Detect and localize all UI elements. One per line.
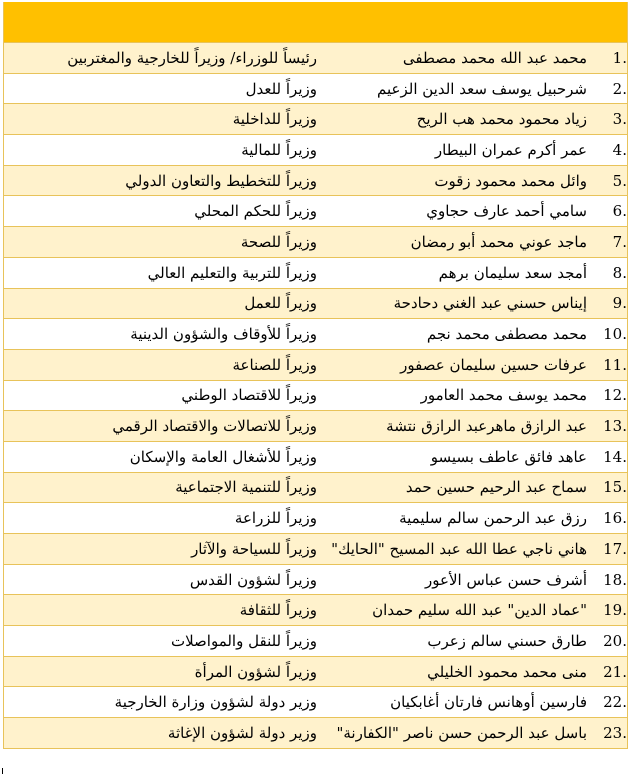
minister-name: شرحبيل يوسف سعد الدين الزعيم <box>377 79 587 98</box>
row-number: .3 <box>612 110 627 129</box>
row-number: .7 <box>612 232 627 251</box>
minister-name: ماجد عوني محمد أبو رمضان <box>410 232 587 251</box>
minister-portfolio: وزيراً للتنمية الاجتماعية <box>175 478 317 497</box>
table-row <box>4 350 627 381</box>
minister-portfolio: وزيراً للأوقاف والشؤون الدينية <box>130 325 317 344</box>
minister-name: إيناس حسني عبد الغني دحادحة <box>393 294 587 313</box>
minister-portfolio: وزيراً للثقافة <box>239 601 317 620</box>
row-number: .23 <box>603 723 627 742</box>
minister-name: فارسين أوهانس فارتان أغابكيان <box>390 693 587 712</box>
row-number: .5 <box>612 171 627 190</box>
minister-name: "عماد الدين" عبد الله سليم حمدان <box>372 601 587 620</box>
minister-name: باسل عبد الرحمن حسن ناصر "الكفارنة" <box>336 723 587 742</box>
row-number: .2 <box>612 79 627 98</box>
row-number: .8 <box>612 263 627 282</box>
minister-portfolio: وزيراً للعمل <box>244 294 317 313</box>
minister-portfolio: وزيراً للسياحة والآثار <box>191 539 317 558</box>
row-number: .10 <box>603 325 627 344</box>
minister-name: أمجد سعد سليمان برهم <box>438 263 587 282</box>
minister-portfolio: وزيراً للمالية <box>241 140 317 159</box>
row-number: .15 <box>603 478 627 497</box>
row-number: .18 <box>603 570 627 589</box>
minister-portfolio: وزيراً للتخطيط والتعاون الدولي <box>125 171 317 190</box>
cursor-mark <box>2 768 3 774</box>
table-row <box>4 74 627 105</box>
table-row <box>4 319 627 350</box>
row-number: .20 <box>603 631 627 650</box>
minister-name: سامي أحمد عارف حجاوي <box>426 202 587 221</box>
row-number: .11 <box>603 355 627 374</box>
table-row <box>4 166 627 197</box>
table-row <box>4 595 627 626</box>
minister-name: محمد مصطفى محمد نجم <box>426 325 587 344</box>
minister-name: عبد الرازق ماهرعبد الرازق نتشة <box>386 417 587 436</box>
minister-portfolio: وزيراً للداخلية <box>232 110 317 129</box>
ministers-table <box>3 2 628 749</box>
table-row <box>4 473 627 504</box>
row-number: .17 <box>603 539 627 558</box>
row-number: .16 <box>603 509 627 528</box>
minister-portfolio: وزيراً للصحة <box>240 232 317 251</box>
minister-name: عاهد فائق عاطف بسيسو <box>430 447 587 466</box>
minister-name: عرفات حسين سليمان عصفور <box>400 355 587 374</box>
minister-portfolio: وزيراً للعدل <box>245 79 317 98</box>
row-number: .9 <box>612 294 627 313</box>
minister-portfolio: وزيراً للنقل والمواصلات <box>170 631 317 650</box>
minister-name: هاني ناجي عطا الله عبد المسيح "الحايك" <box>331 539 587 558</box>
table-row <box>4 411 627 442</box>
table-row <box>4 626 627 657</box>
minister-name: منى محمد محمود الخليلي <box>427 662 587 681</box>
minister-portfolio: وزيراً للأشغال العامة والإسكان <box>129 447 317 466</box>
minister-name: محمد يوسف محمد العامور <box>420 386 587 405</box>
row-number: .19 <box>603 601 627 620</box>
minister-name: رزق عبد الرحمن سالم سليمية <box>399 509 587 528</box>
minister-portfolio: وزيراً للزراعة <box>234 509 317 528</box>
table-row <box>4 687 627 718</box>
row-number: .4 <box>612 140 627 159</box>
table-body <box>4 43 627 749</box>
row-number: .13 <box>603 417 627 436</box>
table-row <box>4 135 627 166</box>
table-row <box>4 289 627 320</box>
minister-name: عمر أكرم عمران البيطار <box>434 140 587 159</box>
table-row <box>4 503 627 534</box>
minister-portfolio: وزير دولة لشؤون الإغاثة <box>167 723 317 742</box>
row-number: .6 <box>612 202 627 221</box>
table-row <box>4 565 627 596</box>
minister-portfolio: وزيراً لشؤون القدس <box>189 570 317 589</box>
table-row <box>4 258 627 289</box>
minister-portfolio: وزيراً للحكم المحلي <box>194 202 317 221</box>
table-row <box>4 196 627 227</box>
table-row <box>4 104 627 135</box>
minister-portfolio: وزيراً للصناعة <box>232 355 317 374</box>
row-number: .1 <box>612 48 627 67</box>
minister-name: وائل محمد محمود زقوت <box>434 171 587 190</box>
minister-portfolio: وزيراً للاقتصاد الوطني <box>181 386 317 405</box>
table-header <box>4 2 627 43</box>
minister-portfolio: وزيراً لشؤون المرأة <box>194 662 317 681</box>
table-row <box>4 534 627 565</box>
minister-name: زياد محمود محمد هب الريح <box>416 110 587 129</box>
row-number: .12 <box>603 386 627 405</box>
table-row <box>4 227 627 258</box>
minister-portfolio: رئيساً للوزراء/ وزيراً للخارجية والمغتربين <box>67 48 317 67</box>
row-number: .21 <box>603 662 627 681</box>
minister-name: أشرف حسن عباس الأعور <box>425 570 587 589</box>
table-row <box>4 381 627 412</box>
row-number: .14 <box>603 447 627 466</box>
table-row <box>4 442 627 473</box>
minister-portfolio: وزيراً للتربية والتعليم العالي <box>147 263 317 282</box>
row-number: .22 <box>603 693 627 712</box>
minister-portfolio: وزير دولة لشؤون وزارة الخارجية <box>114 693 317 712</box>
minister-name: طارق حسني سالم زعرب <box>427 631 587 650</box>
minister-name: محمد عبد الله محمد مصطفى <box>402 48 587 67</box>
table-row <box>4 43 627 74</box>
table-row <box>4 657 627 688</box>
minister-portfolio: وزيراً للاتصالات والاقتصاد الرقمي <box>112 417 317 436</box>
minister-name: سماح عبد الرحيم حسين حمد <box>405 478 587 497</box>
table-row <box>4 718 627 749</box>
